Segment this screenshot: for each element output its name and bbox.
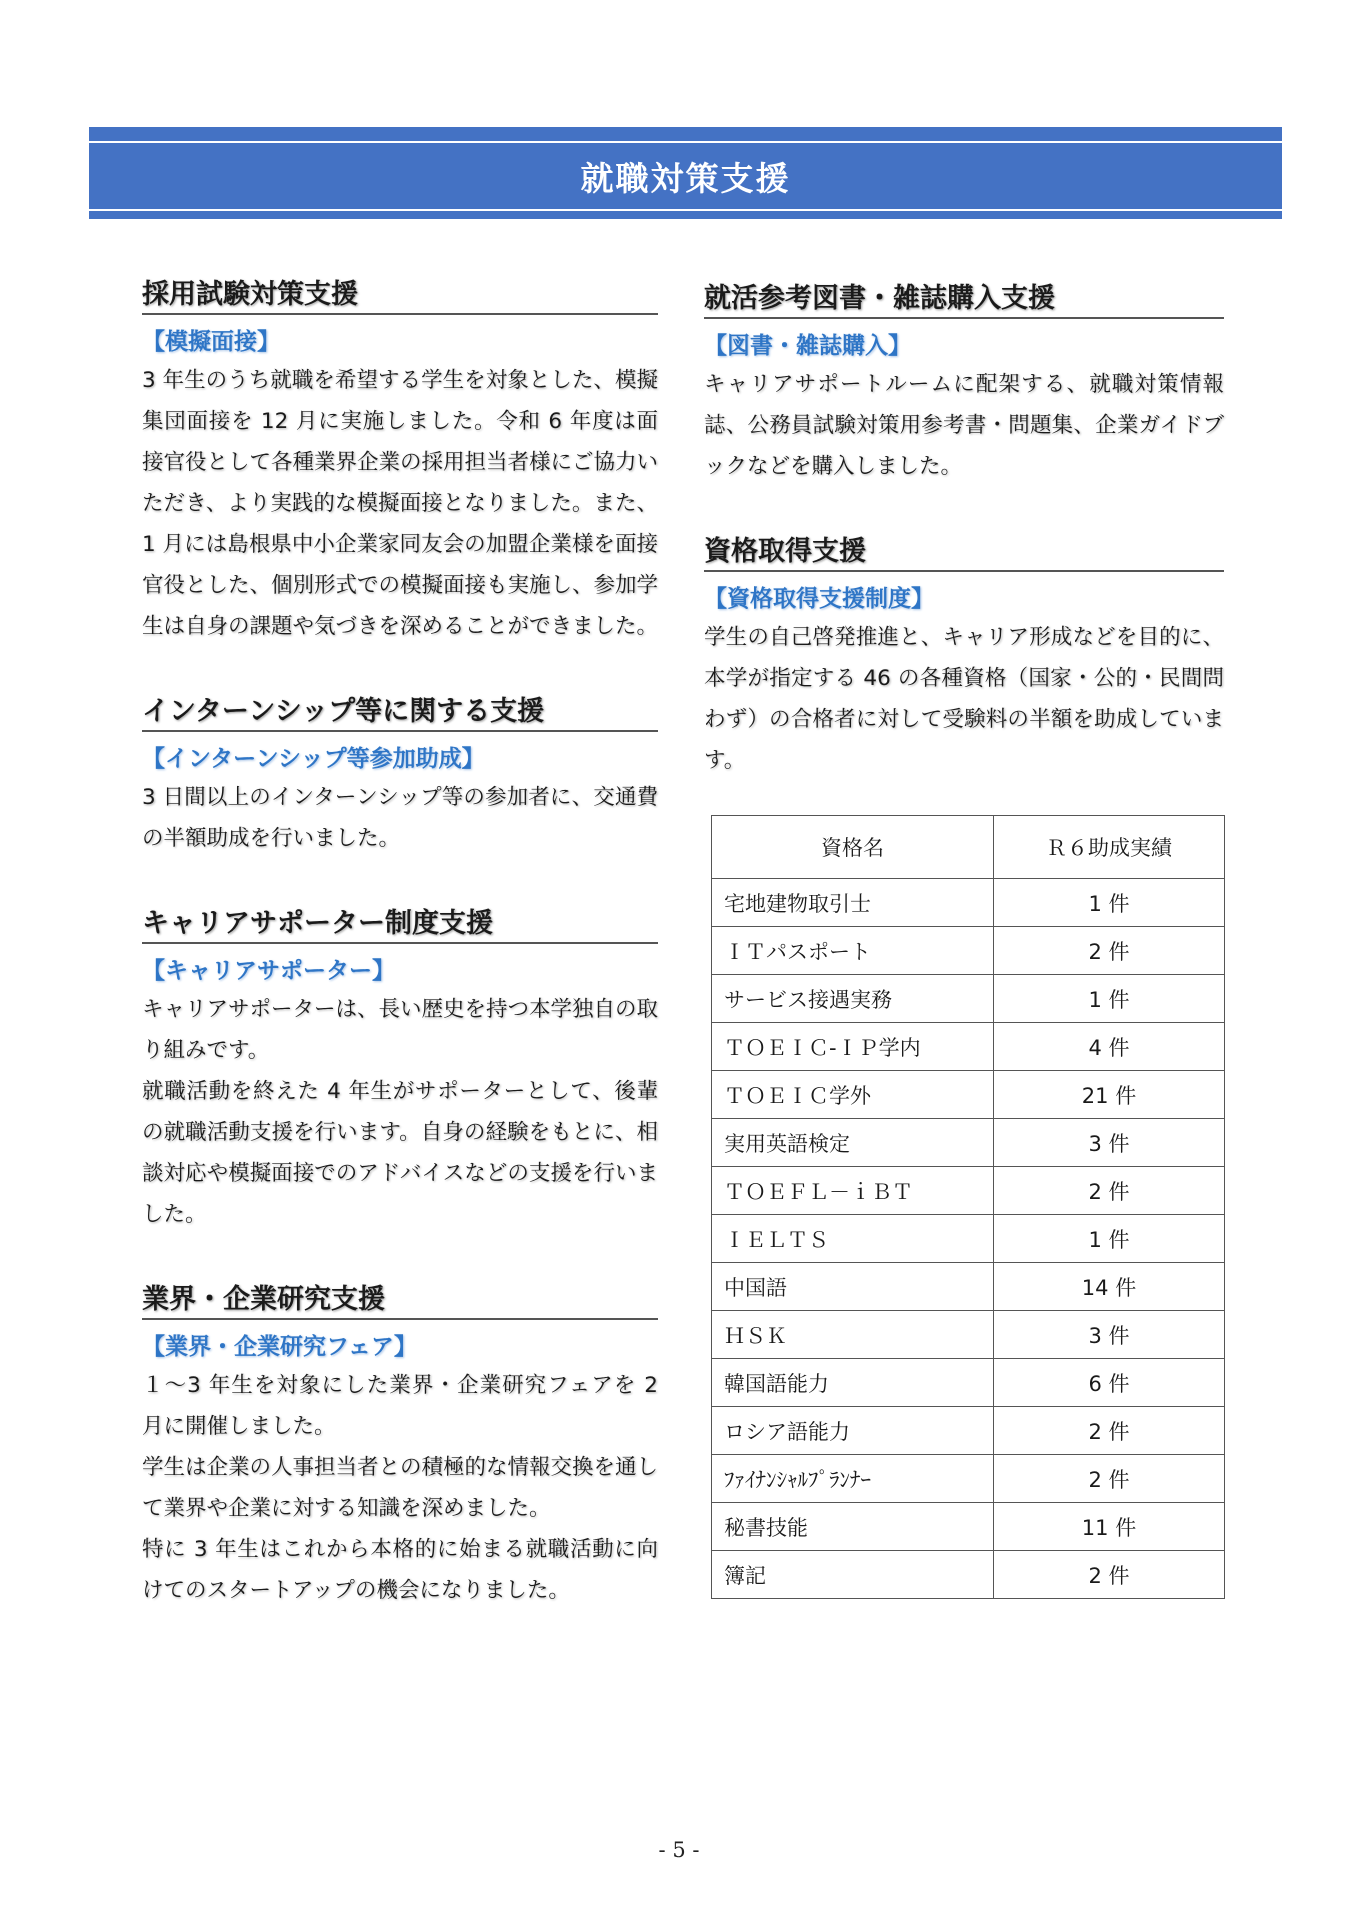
qualification-name: ＴＯＥＩＣ-ＩＰ学内	[712, 1023, 994, 1071]
section-body: 3 年生のうち就職を希望する学生を対象とした、模擬集団面接を 12 月に実施しました。令和 6 年度は面接官役として各種業界企業の採用担当者様にご協力いただき、より実践的な模擬面接となりました。また、1 月には島根県中小企業家同友会の加盟企業様を面接官役とした、個別形式での模擬面接も実施し、参加学生は自身の課題や気づきを深めることができました。	[142, 368, 659, 639]
qualification-name: ＩＥＬＴＳ	[712, 1215, 994, 1263]
section-title: 就活参考図書・雑誌購入支援	[704, 276, 1224, 319]
column-header-qualification: 資格名	[712, 816, 994, 879]
qualification-count: 2 件	[994, 1551, 1225, 1599]
qualification-count: 2 件	[994, 1407, 1225, 1455]
section-subtitle: 【業界・企業研究フェア】	[142, 1334, 417, 1360]
section-body: キャリアサポーターは、長い歴史を持つ本学独自の取り組みです。	[142, 997, 659, 1063]
table-row	[712, 1455, 1225, 1503]
left-column	[142, 272, 658, 1653]
section-title: インターンシップ等に関する支援	[142, 689, 658, 732]
qualification-count: 1 件	[994, 1215, 1225, 1263]
table-row	[712, 1407, 1225, 1455]
qualification-name: 中国語	[712, 1263, 994, 1311]
qualification-name: ＴＯＥＩＣ学外	[712, 1071, 994, 1119]
section-body: 特に 3 年生はこれから本格的に始まる就職活動に向けてのスタートアップの機会になりました。	[142, 1537, 658, 1603]
qualification-count: 2 件	[994, 1167, 1225, 1215]
qualification-count: 4 件	[994, 1023, 1225, 1071]
section-body: キャリアサポートルームに配架する、就職対策情報誌、公務員試験対策用参考書・問題集、企業ガイドブックなどを購入しました。	[704, 372, 1224, 479]
column-header-results: Ｒ６助成実績	[994, 816, 1225, 879]
table-row	[712, 1263, 1225, 1311]
title-banner-inner	[89, 141, 1282, 211]
section-recruitment-exam	[142, 272, 658, 647]
table-row	[712, 1359, 1225, 1407]
section-body: 3 日間以上のインターンシップ等の参加者に、交通費の半額助成を行いました。	[142, 785, 658, 851]
qualification-name: ロシア語能力	[712, 1407, 994, 1455]
qualification-count: 21 件	[994, 1071, 1225, 1119]
qualification-count: 14 件	[994, 1263, 1225, 1311]
section-title: 業界・企業研究支援	[142, 1277, 658, 1320]
qualification-name: 簿記	[712, 1551, 994, 1599]
table-row	[712, 1503, 1225, 1551]
qualification-name: 秘書技能	[712, 1503, 994, 1551]
qualification-name: サービス接遇実務	[712, 975, 994, 1023]
table-row	[712, 975, 1225, 1023]
section-title: 採用試験対策支援	[142, 272, 658, 315]
title-banner	[89, 127, 1282, 219]
qualification-name: 韓国語能力	[712, 1359, 994, 1407]
section-body: 就職活動を終えた 4 年生がサポーターとして、後輩の就職活動支援を行います。自身の経験をもとに、相談対応や模擬面接でのアドバイスなどの支援を行いました。	[142, 1079, 658, 1227]
section-title: 資格取得支援	[704, 529, 1224, 572]
section-career-supporter	[142, 901, 658, 1235]
qualification-count: 3 件	[994, 1311, 1225, 1359]
qualification-name: ＩＴパスポート	[712, 927, 994, 975]
section-body: 学生の自己啓発推進と、キャリア形成などを目的に、本学が指定する 46 の各種資格（国家・公的・民間問わず）の合格者に対して受験料の半額を助成しています。	[704, 625, 1224, 773]
section-subtitle: 【図書・雑誌購入】	[704, 333, 911, 359]
section-books-magazines	[704, 276, 1224, 487]
table-row	[712, 1023, 1225, 1071]
table-header-row	[712, 816, 1225, 879]
qualification-count: 3 件	[994, 1119, 1225, 1167]
section-qualification	[704, 529, 1224, 781]
table-row	[712, 1071, 1225, 1119]
section-body: １～3 年生を対象にした業界・企業研究フェアを 2 月に開催しました。	[142, 1373, 658, 1439]
section-subtitle: 【資格取得支援制度】	[704, 586, 934, 612]
table-row	[712, 927, 1225, 975]
qualification-count: 1 件	[994, 879, 1225, 927]
section-title: キャリアサポーター制度支援	[142, 901, 658, 944]
table-row	[712, 1551, 1225, 1599]
section-subtitle: 【模擬面接】	[142, 329, 280, 355]
section-subtitle: 【キャリアサポーター】	[142, 958, 395, 984]
table-row	[712, 879, 1225, 927]
qualification-table	[711, 815, 1225, 1599]
qualification-name: ＴＯＥＦＬ－ｉＢＴ	[712, 1167, 994, 1215]
page-title: 就職対策支援	[580, 158, 791, 198]
qualification-count: 2 件	[994, 1455, 1225, 1503]
qualification-count: 6 件	[994, 1359, 1225, 1407]
table-row	[712, 1167, 1225, 1215]
qualification-count: 2 件	[994, 927, 1225, 975]
qualification-count: 11 件	[994, 1503, 1225, 1551]
qualification-name: ＨＳＫ	[712, 1311, 994, 1359]
section-body: 学生は企業の人事担当者との積極的な情報交換を通して業界や企業に対する知識を深めました。	[142, 1455, 659, 1521]
section-subtitle: 【インターンシップ等参加助成】	[142, 746, 485, 772]
table-row	[712, 1119, 1225, 1167]
section-industry-research	[142, 1277, 658, 1611]
table-row	[712, 1215, 1225, 1263]
qualification-count: 1 件	[994, 975, 1225, 1023]
right-column	[704, 276, 1224, 823]
qualification-name: 実用英語検定	[712, 1119, 994, 1167]
section-internship	[142, 689, 658, 859]
page-number: - 5 -	[658, 1838, 700, 1862]
table-row	[712, 1311, 1225, 1359]
qualification-name: ﾌｧｲﾅﾝｼｬﾙﾌﾟﾗﾝﾅｰ	[712, 1455, 994, 1503]
qualification-name: 宅地建物取引士	[712, 879, 994, 927]
